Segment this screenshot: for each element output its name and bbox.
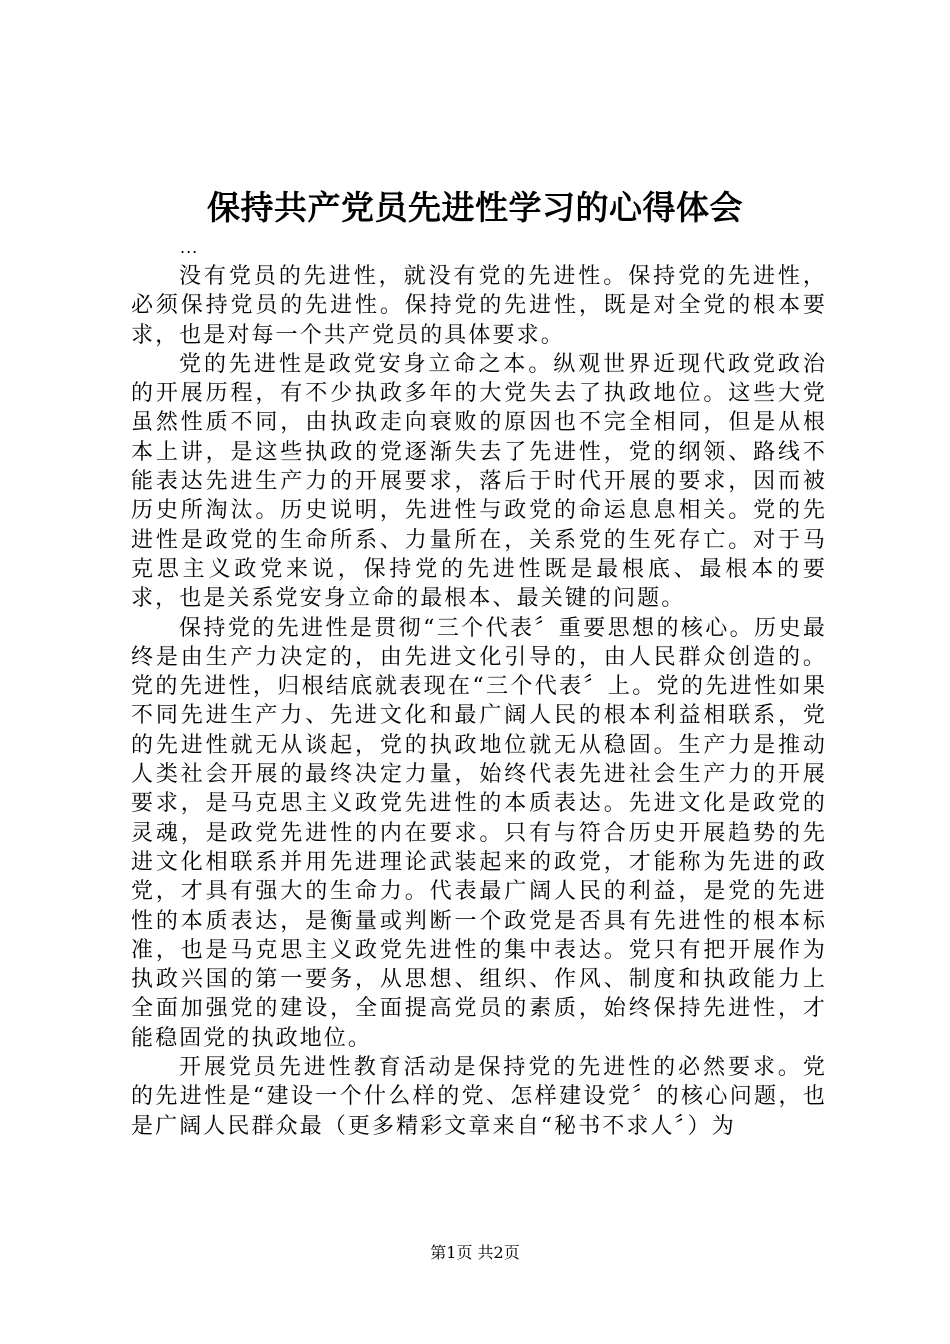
paragraph-1: 没有党员的先进性，就没有党的先进性。保持党的先进性，必须保持党员的先进性。保持党的先进性，既是对全党的根本要求，也是对每一个共产党员的具体要求。: [131, 264, 827, 348]
document-title: 保持共产党员先进性学习的心得体会: [207, 188, 743, 227]
page-footer: 第1页 共2页: [430, 1243, 520, 1262]
document-body: [131, 262, 827, 1141]
ellipsis-mark: ...: [180, 238, 199, 257]
paragraph-4: 开展党员先进性教育活动是保持党的先进性的必然要求。党的先进性是“建设一个什么样的党、怎样建设党〞的核心问题，也是广阔人民群众最（更多精彩文章来自“秘书不求人〞）为: [131, 1055, 827, 1139]
paragraph-2: 党的先进性是政党安身立命之本。纵观世界近现代政党政治的开展历程，有不少执政多年的大党失去了执政地位。这些大党虽然性质不同，由执政走向衰败的原因也不完全相同，但是从根本上讲，是这些执政的党逐渐失去了先进性，党的纲领、路线不能表达先进生产力的开展要求，落后于时代开展的要求，因而被历史所淘汰。历史说明，先进性与政党的命运息息相关。党的先进性是政党的生命所系、力量所在，关系党的生死存亡。对于马克思主义政党来说，保持党的先进性既是最根底、最根本的要求，也是关系党安身立命的最根本、最关键的问题。: [131, 351, 827, 612]
paragraph-3: 保持党的先进性是贯彻“三个代表〞重要思想的核心。历史最终是由生产力决定的，由先进文化引导的，由人民群众创造的。党的先进性，归根结底就表现在“三个代表〞上。党的先进性如果不同先进生产力、先进文化和最广阔人民的根本利益相联系，党的先进性就无从谈起，党的执政地位就无从稳固。生产力是推动人类社会开展的最终决定力量，始终代表先进社会生产力的开展要求，是马克思主义政党先进性的本质表达。先进文化是政党的灵魂，是政党先进性的内在要求。只有与符合历史开展趋势的先进文化相联系并用先进理论武装起来的政党，才能称为先进的政党，才具有强大的生命力。代表最广阔人民的利益，是党的先进性的本质表达，是衡量或判断一个政党是否具有先进性的根本标准，也是马克思主义政党先进性的集中表达。党只有把开展作为执政兴国的第一要务，从思想、组织、作风、制度和执政能力上全面加强党的建设，全面提高党员的素质，始终保持先进性，才能稳固党的执政地位。: [131, 615, 827, 1051]
